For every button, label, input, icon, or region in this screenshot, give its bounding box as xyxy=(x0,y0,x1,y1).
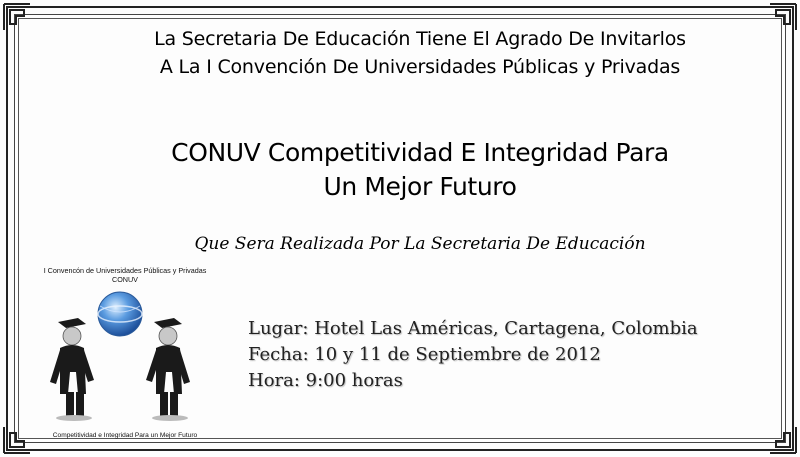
corner-ornament-icon xyxy=(2,425,32,455)
logo-title: I Convencón de Universidades Públicas y Privadas xyxy=(43,266,207,275)
headline-line-2: Un Mejor Futuro xyxy=(323,172,517,201)
invitation-line-1: La Secretaria De Educación Tiene El Agrado De Invitarlos xyxy=(154,28,686,50)
logo-acronym: CONUV xyxy=(112,275,138,284)
logo-top-text xyxy=(30,266,220,284)
event-place: Lugar: Hotel Las Américas, Cartagena, Colombia xyxy=(248,318,698,339)
event-date: Fecha: 10 y 11 de Septiembre de 2012 xyxy=(248,344,601,365)
globe-with-graduates-icon xyxy=(30,284,220,434)
event-time: Hora: 9:00 horas xyxy=(248,370,403,391)
invitation-line-2: A La I Convención De Universidades Públicas y Privadas xyxy=(159,56,681,78)
conuv-logo xyxy=(30,266,220,446)
headline-line-1: CONUV Competitividad E Integridad Para xyxy=(171,138,669,167)
logo-slogan: Competitividad e Integridad Para un Mejor Futuro xyxy=(52,432,198,439)
event-details xyxy=(248,316,698,394)
corner-ornament-icon xyxy=(768,425,798,455)
subtitle: Que Sera Realizada Por La Secretaria De Educación xyxy=(194,234,646,254)
